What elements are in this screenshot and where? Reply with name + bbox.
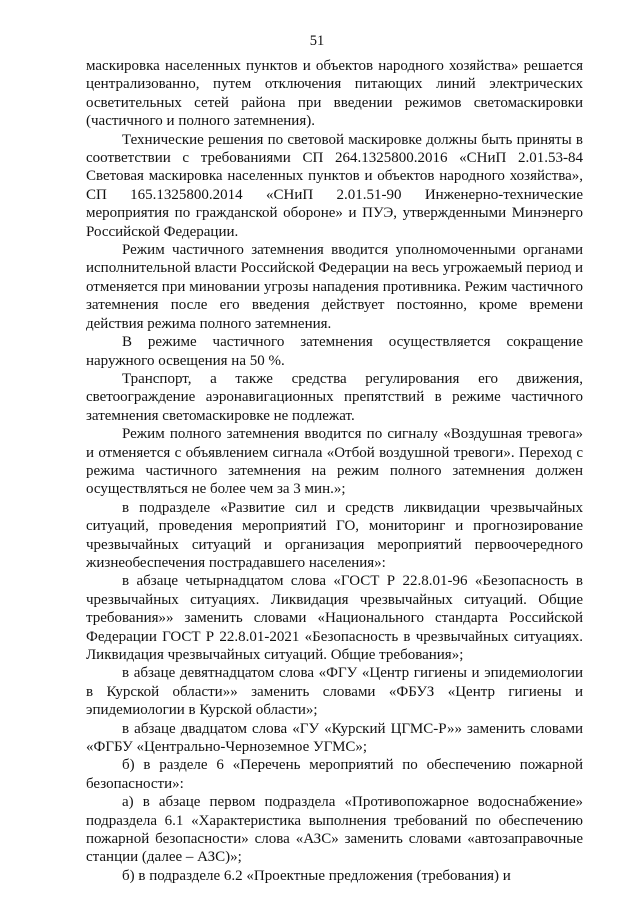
document-body (86, 57, 583, 885)
paragraph: в абзаце четырнадцатом слова «ГОСТ Р 22.8.01-96 «Безопасность в чрезвычайных ситуациях. Ликвидация чрезвычайных ситуаций. Общие требования»» заменить словами «Национального стандарта Российской Федерации ГОСТ Р 22.8.01-2021 «Безопасность в чрезвычайных ситуациях. Ликвидация чрезвычайных ситуаций. Общие требования»; (86, 573, 583, 663)
paragraph: а) в абзаце первом подраздела «Противопожарное водоснабжение» подраздела 6.1 «Характеристика выполнения требований по обеспечению пожарной безопасности» слова «АЗС» заменить словами «автозаправочные станции (далее – АЗС)»; (86, 794, 583, 866)
paragraph: Технические решения по световой маскировке должны быть приняты в соответствии с требованиями СП 264.1325800.2016 «СНиП 2.01.53-84 Световая маскировка населенных пунктов и объектов народного хозяйства», СП 165.1325800.2014 «СНиП 2.01.51-90 Инженерно-технические мероприятия по гражданской обороне» и ПУЭ, утвержденными Минэнерго Российской Федерации. (86, 131, 583, 240)
paragraph: Транспорт, а также средства регулирования его движения, светоограждение аэронавигационных препятствий в режиме частичного затемнения светомаскировке не подлежат. (86, 370, 583, 424)
paragraph: в подразделе «Развитие сил и средств ликвидации чрезвычайных ситуаций, проведения мероприятий ГО, мониторинг и прогнозирование чрезвычайных ситуаций и организация мероприятий первоочередного жизнеобеспечения пострадавшего населения»: (86, 499, 583, 571)
page-number: 51 (309, 33, 325, 49)
paragraph: в абзаце девятнадцатом слова «ФГУ «Центр гигиены и эпидемиологии в Курской области»» заменить словами «ФБУЗ «Центр гигиены и эпидемиологии в Курской области»; (86, 665, 583, 719)
paragraph: В режиме частичного затемнения осуществляется сокращение наружного освещения на 50 %. (86, 334, 583, 369)
paragraph: в абзаце двадцатом слова «ГУ «Курский ЦГМС-Р»» заменить словами «ФГБУ «Центрально-Черноземное УГМС»; (86, 720, 583, 756)
paragraph: маскировка населенных пунктов и объектов народного хозяйства» решается централизованно, путем отключения питающих линий электрических осветительных сетей района при введении режимов светомаскировки (частичного и полного затемнения). (86, 58, 583, 130)
paragraph: б) в разделе 6 «Перечень мероприятий по обеспечению пожарной безопасности»: (86, 757, 583, 792)
paragraph: Режим частичного затемнения вводится уполномоченными органами исполнительной власти Российской Федерации на весь угрожаемый период и отменяется при миновании угрозы нападения противника. Режим частичного затемнения после его введения действует постоянно, кроме времени действия режима полного затемнения. (86, 242, 583, 332)
paragraph: б) в подразделе 6.2 «Проектные предложения (требования) и (122, 867, 511, 884)
paragraph: Режим полного затемнения вводится по сигналу «Воздушная тревога» и отменяется с объявлением сигнала «Отбой воздушной тревоги». Переход с режима частичного затемнения на режим полного затемнения должен осуществляться не более чем за 3 мин.»; (86, 426, 583, 498)
